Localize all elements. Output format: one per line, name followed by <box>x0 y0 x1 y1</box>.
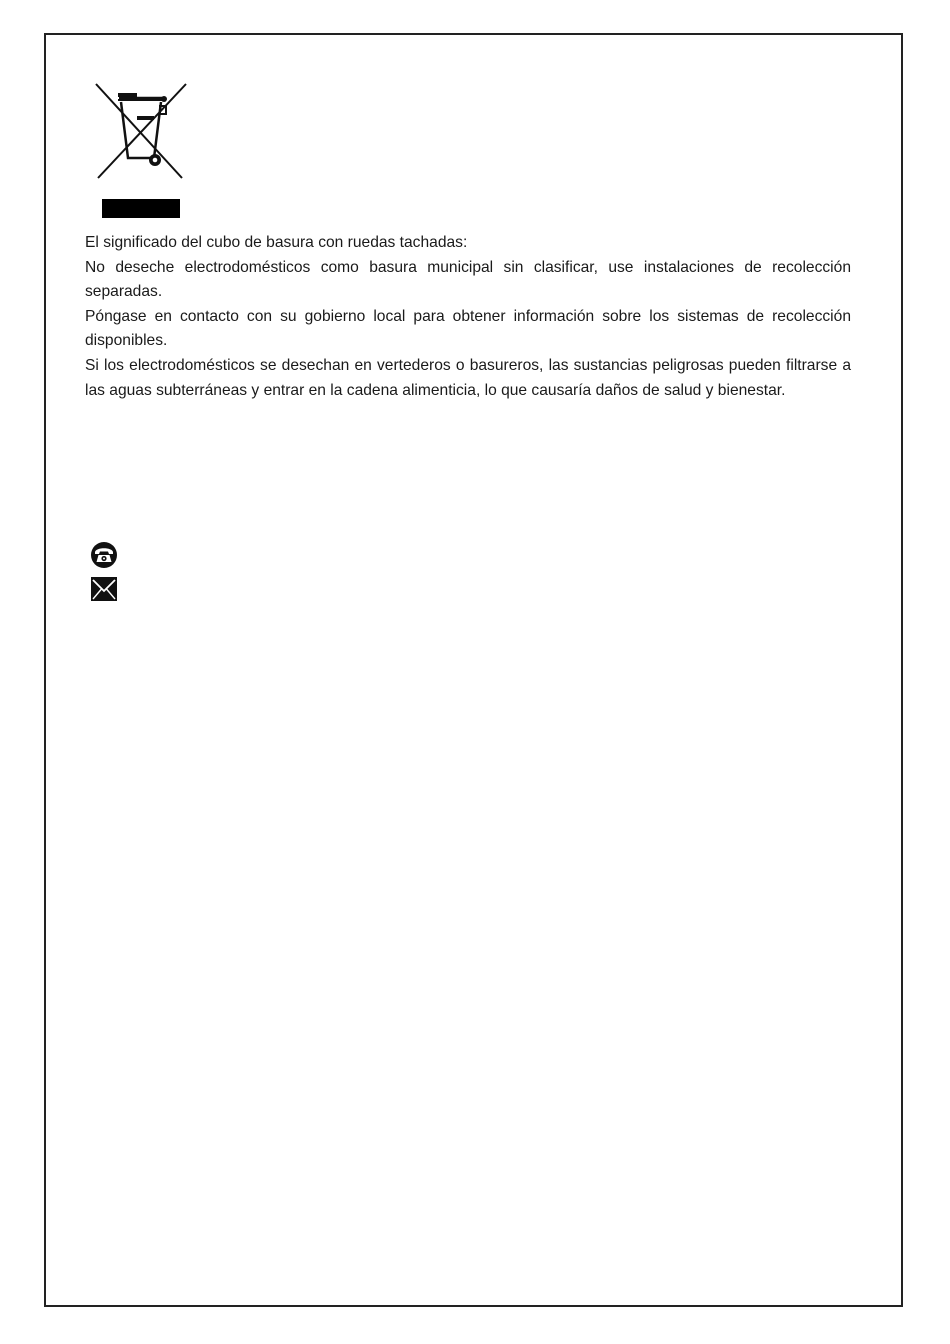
notice-paragraph: Póngase en contacto con su gobierno local para obtener información sobre los sistemas de recolección disponibles. <box>85 307 851 350</box>
notice-paragraph: Si los electrodomésticos se desechan en vertederos o basureros, las sustancias peligrosas pueden filtrarse a las aguas subterráneas y entrar en la cadena alimenticia, lo que causaría daños de salud y bienestar. <box>85 356 851 399</box>
envelope-icon <box>90 575 120 603</box>
notice-heading: El significado del cubo de basura con ruedas tachadas: <box>85 234 468 251</box>
disposal-notice <box>85 231 851 403</box>
crossed-out-wheelie-bin-icon <box>94 82 190 222</box>
telephone-icon <box>90 541 120 569</box>
page-border <box>44 33 903 1307</box>
notice-paragraph: No deseche electrodomésticos como basura municipal sin clasificar, use instalaciones de recolección separadas. <box>85 258 851 301</box>
